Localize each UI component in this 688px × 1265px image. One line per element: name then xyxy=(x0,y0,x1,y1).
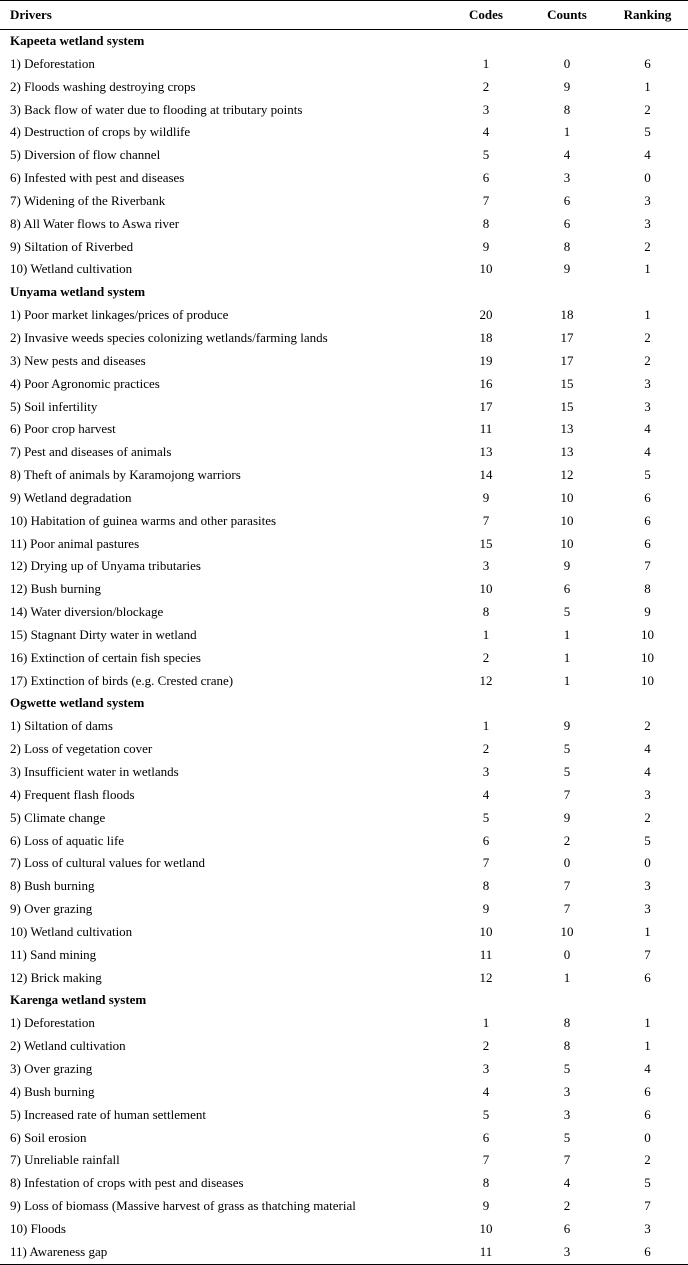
table-row xyxy=(0,601,688,624)
count-cell: 7 xyxy=(563,878,571,894)
code-cell: 10 xyxy=(479,923,493,939)
code-cell: 10 xyxy=(479,261,493,277)
code-cell: 19 xyxy=(479,352,493,368)
code-cell: 1 xyxy=(482,55,490,71)
table-row xyxy=(0,852,688,875)
rank-cell: 4 xyxy=(644,764,651,779)
count-cell: 6 xyxy=(563,581,571,597)
driver-cell: 16) Extinction of certain fish species xyxy=(10,649,201,665)
code-cell: 11 xyxy=(479,421,493,437)
rank-cell: 0 xyxy=(644,170,651,186)
driver-cell: 4) Destruction of crops by wildlife xyxy=(10,124,191,140)
driver-cell: 1) Poor market linkages/prices of produce xyxy=(10,307,229,323)
table-row xyxy=(0,1241,688,1264)
table-row xyxy=(0,1195,688,1218)
rank-cell: 4 xyxy=(644,1060,651,1076)
count-cell: 3 xyxy=(563,170,571,186)
code-cell: 10 xyxy=(479,1220,493,1236)
code-cell: 11 xyxy=(445,1241,527,1264)
table-row xyxy=(0,624,688,647)
count-cell: 13 xyxy=(560,421,574,437)
rank-cell: 3 xyxy=(644,878,651,894)
code-cell: 5 xyxy=(482,1106,490,1122)
table-row xyxy=(0,807,688,830)
count-cell: 7 xyxy=(563,786,571,802)
code-cell: 6 xyxy=(482,170,490,186)
table-row xyxy=(0,53,688,76)
count-cell: 10 xyxy=(560,535,574,551)
count-cell: 17 xyxy=(560,352,574,368)
count-cell: 1 xyxy=(563,969,571,985)
code-cell: 17 xyxy=(479,398,493,414)
code-cell: 15 xyxy=(479,535,493,551)
count-cell: 10 xyxy=(560,489,574,505)
driver-cell: 8) Theft of animals by Karamojong warriors xyxy=(10,467,241,483)
table-row xyxy=(0,715,688,738)
driver-cell: 15) Stagnant Dirty water in wetland xyxy=(10,626,197,642)
driver-cell: 11) Sand mining xyxy=(10,946,97,962)
group-row xyxy=(0,989,688,1012)
driver-cell: 1) Deforestation xyxy=(10,1015,95,1031)
count-cell: 5 xyxy=(563,741,571,757)
table-row xyxy=(0,647,688,670)
rank-cell: 6 xyxy=(644,535,651,551)
code-cell: 3 xyxy=(482,558,490,574)
table-row xyxy=(0,1058,688,1081)
driver-cell: 12) Drying up of Unyama tributaries xyxy=(10,558,201,574)
table-row xyxy=(0,1104,688,1127)
code-cell: 16 xyxy=(479,375,493,391)
driver-cell: 12) Brick making xyxy=(10,969,102,985)
rank-cell: 3 xyxy=(644,1220,651,1236)
rank-cell: 6 xyxy=(644,1083,651,1099)
rank-cell: 2 xyxy=(644,718,651,734)
code-cell: 6 xyxy=(482,1129,490,1145)
count-cell: 0 xyxy=(563,855,571,871)
code-cell: 8 xyxy=(482,878,490,894)
code-cell: 2 xyxy=(482,1038,490,1054)
rank-cell: 5 xyxy=(644,1175,651,1191)
count-cell: 18 xyxy=(560,307,574,323)
rank-cell: 5 xyxy=(644,832,651,848)
group-title: Unyama wetland system xyxy=(10,284,146,300)
count-cell: 5 xyxy=(563,764,571,779)
rank-cell: 6 xyxy=(644,55,651,71)
rank-cell: 10 xyxy=(641,649,654,665)
table-row xyxy=(0,1012,688,1035)
rank-cell: 3 xyxy=(644,786,651,802)
rank-cell: 10 xyxy=(641,672,654,688)
count-cell: 1 xyxy=(563,124,571,140)
rank-cell: 6 xyxy=(644,969,651,985)
count-cell: 4 xyxy=(563,1175,571,1191)
table-row xyxy=(0,418,688,441)
count-cell: 17 xyxy=(560,329,574,345)
count-cell: 5 xyxy=(563,604,571,620)
driver-cell: 11) Awareness gap xyxy=(0,1241,445,1264)
rank-cell: 1 xyxy=(644,78,651,94)
count-cell: 12 xyxy=(560,467,574,483)
rank-cell: 4 xyxy=(644,741,651,757)
count-cell: 1 xyxy=(563,649,571,665)
count-cell: 13 xyxy=(560,444,574,460)
code-cell: 1 xyxy=(482,718,490,734)
header-counts: Counts xyxy=(527,1,607,30)
code-cell: 3 xyxy=(482,764,490,779)
code-cell: 18 xyxy=(479,329,493,345)
table-row xyxy=(0,487,688,510)
code-cell: 8 xyxy=(482,215,490,231)
rank-cell: 3 xyxy=(644,192,651,208)
driver-cell: 2) Invasive weeds species colonizing wetlands/farming lands xyxy=(10,329,328,345)
count-cell: 10 xyxy=(560,923,574,939)
code-cell: 12 xyxy=(479,672,493,688)
count-cell: 4 xyxy=(563,147,571,163)
table-row xyxy=(0,373,688,396)
table-row xyxy=(0,213,688,236)
driver-cell: 2) Wetland cultivation xyxy=(10,1038,126,1054)
rank-cell: 0 xyxy=(644,1129,651,1145)
table-row xyxy=(0,761,688,784)
code-cell: 10 xyxy=(479,581,493,597)
rank-cell: 2 xyxy=(644,809,651,825)
count-cell: 2 xyxy=(563,832,571,848)
code-cell: 12 xyxy=(479,969,493,985)
rank-cell: 4 xyxy=(644,444,651,460)
group-row xyxy=(0,692,688,715)
header-ranking: Ranking xyxy=(607,1,688,30)
code-cell: 7 xyxy=(482,1152,490,1168)
driver-cell: 5) Diversion of flow channel xyxy=(10,147,161,163)
table-header xyxy=(0,1,688,30)
driver-cell: 10) Floods xyxy=(10,1220,66,1236)
table-row xyxy=(0,464,688,487)
rank-cell: 4 xyxy=(644,147,651,163)
code-cell: 7 xyxy=(482,192,490,208)
driver-cell: 5) Soil infertility xyxy=(10,398,98,414)
count-cell: 15 xyxy=(560,375,574,391)
header-codes: Codes xyxy=(445,1,527,30)
code-cell: 20 xyxy=(479,307,493,323)
rank-cell: 3 xyxy=(644,215,651,231)
code-cell: 5 xyxy=(482,147,490,163)
code-cell: 4 xyxy=(482,786,490,802)
count-cell: 6 xyxy=(563,215,571,231)
rank-cell: 2 xyxy=(644,101,651,117)
driver-cell: 6) Infested with pest and diseases xyxy=(10,170,185,186)
code-cell: 9 xyxy=(482,238,490,254)
table-row xyxy=(0,76,688,99)
rank-cell: 7 xyxy=(644,946,651,962)
count-cell: 9 xyxy=(563,718,571,734)
count-cell: 3 xyxy=(563,1106,571,1122)
group-title: Kapeeta wetland system xyxy=(10,33,145,48)
driver-cell: 6) Loss of aquatic life xyxy=(10,832,125,848)
code-cell: 9 xyxy=(482,1198,490,1214)
rank-cell: 1 xyxy=(644,261,651,277)
rank-cell: 1 xyxy=(644,307,651,323)
count-cell: 2 xyxy=(563,1198,571,1214)
code-cell: 4 xyxy=(482,124,490,140)
code-cell: 9 xyxy=(482,901,490,917)
code-cell: 6 xyxy=(482,832,490,848)
table-row xyxy=(0,555,688,578)
driver-cell: 9) Wetland degradation xyxy=(10,489,132,505)
driver-cell: 3) New pests and diseases xyxy=(10,352,146,368)
driver-cell: 3) Insufficient water in wetlands xyxy=(10,764,179,779)
table-row xyxy=(0,921,688,944)
rank-cell: 6 xyxy=(607,1241,688,1264)
driver-cell: 14) Water diversion/blockage xyxy=(10,604,164,620)
rank-cell: 2 xyxy=(644,238,651,254)
group-row xyxy=(0,281,688,304)
table-row xyxy=(0,1035,688,1058)
table-row xyxy=(0,510,688,533)
count-cell: 9 xyxy=(563,78,571,94)
count-cell: 9 xyxy=(563,558,571,574)
rank-cell: 2 xyxy=(644,329,651,345)
table-row xyxy=(0,898,688,921)
rank-cell: 6 xyxy=(644,489,651,505)
table-row xyxy=(0,875,688,898)
count-cell: 3 xyxy=(563,1083,571,1099)
driver-cell: 7) Widening of the Riverbank xyxy=(10,192,166,208)
driver-cell: 5) Increased rate of human settlement xyxy=(10,1106,206,1122)
group-title: Karenga wetland system xyxy=(10,992,147,1008)
table-row xyxy=(0,190,688,213)
rank-cell: 6 xyxy=(644,512,651,528)
driver-cell: 9) Loss of biomass (Massive harvest of grass as thatching material xyxy=(10,1198,356,1214)
code-cell: 2 xyxy=(482,78,490,94)
driver-cell: 3) Back flow of water due to flooding at tributary points xyxy=(10,101,303,117)
code-cell: 5 xyxy=(482,809,490,825)
code-cell: 9 xyxy=(482,489,490,505)
driver-cell: 4) Frequent flash floods xyxy=(10,786,135,802)
table-row xyxy=(0,533,688,556)
code-cell: 1 xyxy=(482,1015,490,1031)
count-cell: 8 xyxy=(563,101,571,117)
table-row xyxy=(0,396,688,419)
driver-cell: 5) Climate change xyxy=(10,809,106,825)
driver-cell: 2) Loss of vegetation cover xyxy=(10,741,153,757)
count-cell: 0 xyxy=(563,55,571,71)
driver-cell: 17) Extinction of birds (e.g. Crested crane) xyxy=(10,672,234,688)
rank-cell: 1 xyxy=(644,923,651,939)
driver-cell: 4) Poor Agronomic practices xyxy=(10,375,160,391)
driver-cell: 8) Infestation of crops with pest and diseases xyxy=(10,1175,244,1191)
table-row xyxy=(0,944,688,967)
rank-cell: 5 xyxy=(644,467,651,483)
driver-cell: 12) Bush burning xyxy=(10,581,101,597)
rank-cell: 10 xyxy=(641,626,654,642)
driver-cell: 10) Wetland cultivation xyxy=(10,923,133,939)
rank-cell: 3 xyxy=(644,398,651,414)
driver-cell: 1) Siltation of dams xyxy=(10,718,113,734)
table-row xyxy=(0,784,688,807)
rank-cell: 8 xyxy=(644,581,651,597)
rank-cell: 5 xyxy=(644,124,651,140)
driver-cell: 7) Unreliable rainfall xyxy=(10,1152,120,1168)
code-cell: 2 xyxy=(482,649,490,665)
code-cell: 13 xyxy=(479,444,493,460)
rank-cell: 9 xyxy=(644,604,651,620)
code-cell: 2 xyxy=(482,741,490,757)
count-cell: 10 xyxy=(560,512,574,528)
code-cell: 14 xyxy=(479,467,493,483)
table-row xyxy=(0,167,688,190)
driver-cell: 11) Poor animal pastures xyxy=(10,535,140,551)
table-row xyxy=(0,1149,688,1172)
count-cell: 3 xyxy=(527,1241,607,1264)
code-cell: 1 xyxy=(482,626,490,642)
count-cell: 7 xyxy=(563,1152,571,1168)
table-row xyxy=(0,327,688,350)
rank-cell: 7 xyxy=(644,1198,651,1214)
count-cell: 8 xyxy=(563,238,571,254)
header-row xyxy=(0,1,688,30)
count-cell: 9 xyxy=(563,261,571,277)
code-cell: 8 xyxy=(482,1175,490,1191)
driver-cell: 7) Loss of cultural values for wetland xyxy=(10,855,205,871)
count-cell: 5 xyxy=(563,1060,571,1076)
code-cell: 3 xyxy=(482,1060,490,1076)
code-cell: 3 xyxy=(482,101,490,117)
driver-cell: 10) Habitation of guinea warms and other parasites xyxy=(10,512,277,528)
rank-cell: 7 xyxy=(644,558,651,574)
table-row xyxy=(0,830,688,853)
table-row xyxy=(0,144,688,167)
count-cell: 5 xyxy=(563,1129,571,1145)
count-cell: 1 xyxy=(563,626,571,642)
table-row xyxy=(0,304,688,327)
driver-cell: 4) Bush burning xyxy=(10,1083,95,1099)
group-title: Ogwette wetland system xyxy=(10,695,145,711)
table-body xyxy=(0,30,688,1265)
table-row xyxy=(0,1218,688,1241)
count-cell: 9 xyxy=(563,809,571,825)
rank-cell: 1 xyxy=(644,1015,651,1031)
driver-cell: 6) Poor crop harvest xyxy=(10,421,116,437)
rank-cell: 0 xyxy=(644,855,651,871)
driver-cell: 1) Deforestation xyxy=(10,55,95,71)
driver-cell: 2) Floods washing destroying crops xyxy=(10,78,196,94)
table-row xyxy=(0,441,688,464)
table-row xyxy=(0,99,688,122)
count-cell: 7 xyxy=(563,901,571,917)
rank-cell: 3 xyxy=(644,375,651,391)
driver-cell: 6) Soil erosion xyxy=(10,1129,87,1145)
driver-cell: 8) All Water flows to Aswa river xyxy=(10,215,180,231)
driver-cell: 8) Bush burning xyxy=(10,878,95,894)
table-row xyxy=(0,1081,688,1104)
rank-cell: 2 xyxy=(644,352,651,368)
table-row xyxy=(0,670,688,693)
table-row xyxy=(0,578,688,601)
code-cell: 7 xyxy=(482,512,490,528)
table-row xyxy=(0,350,688,373)
table-row xyxy=(0,258,688,281)
table-row xyxy=(0,236,688,259)
driver-cell: 9) Siltation of Riverbed xyxy=(10,238,134,254)
count-cell: 15 xyxy=(560,398,574,414)
code-cell: 7 xyxy=(482,855,490,871)
driver-cell: 7) Pest and diseases of animals xyxy=(10,444,172,460)
table-row xyxy=(0,738,688,761)
rank-cell: 1 xyxy=(644,1038,651,1054)
count-cell: 0 xyxy=(563,946,571,962)
count-cell: 1 xyxy=(563,672,571,688)
driver-cell: 3) Over grazing xyxy=(10,1060,93,1076)
count-cell: 8 xyxy=(563,1038,571,1054)
rank-cell: 2 xyxy=(644,1152,651,1168)
table-row xyxy=(0,1172,688,1195)
group-row xyxy=(0,30,688,53)
driver-cell: 10) Wetland cultivation xyxy=(10,261,133,277)
code-cell: 11 xyxy=(479,946,493,962)
count-cell: 8 xyxy=(563,1015,571,1031)
table-row xyxy=(0,967,688,990)
table-row xyxy=(0,1127,688,1150)
rank-cell: 3 xyxy=(644,901,651,917)
code-cell: 4 xyxy=(482,1083,490,1099)
rank-cell: 6 xyxy=(644,1106,651,1122)
code-cell: 8 xyxy=(482,604,490,620)
rank-cell: 4 xyxy=(644,421,651,437)
count-cell: 6 xyxy=(563,192,571,208)
table-row xyxy=(0,121,688,144)
count-cell: 6 xyxy=(563,1220,571,1236)
driver-cell: 9) Over grazing xyxy=(10,901,93,917)
header-drivers: Drivers xyxy=(0,1,445,30)
